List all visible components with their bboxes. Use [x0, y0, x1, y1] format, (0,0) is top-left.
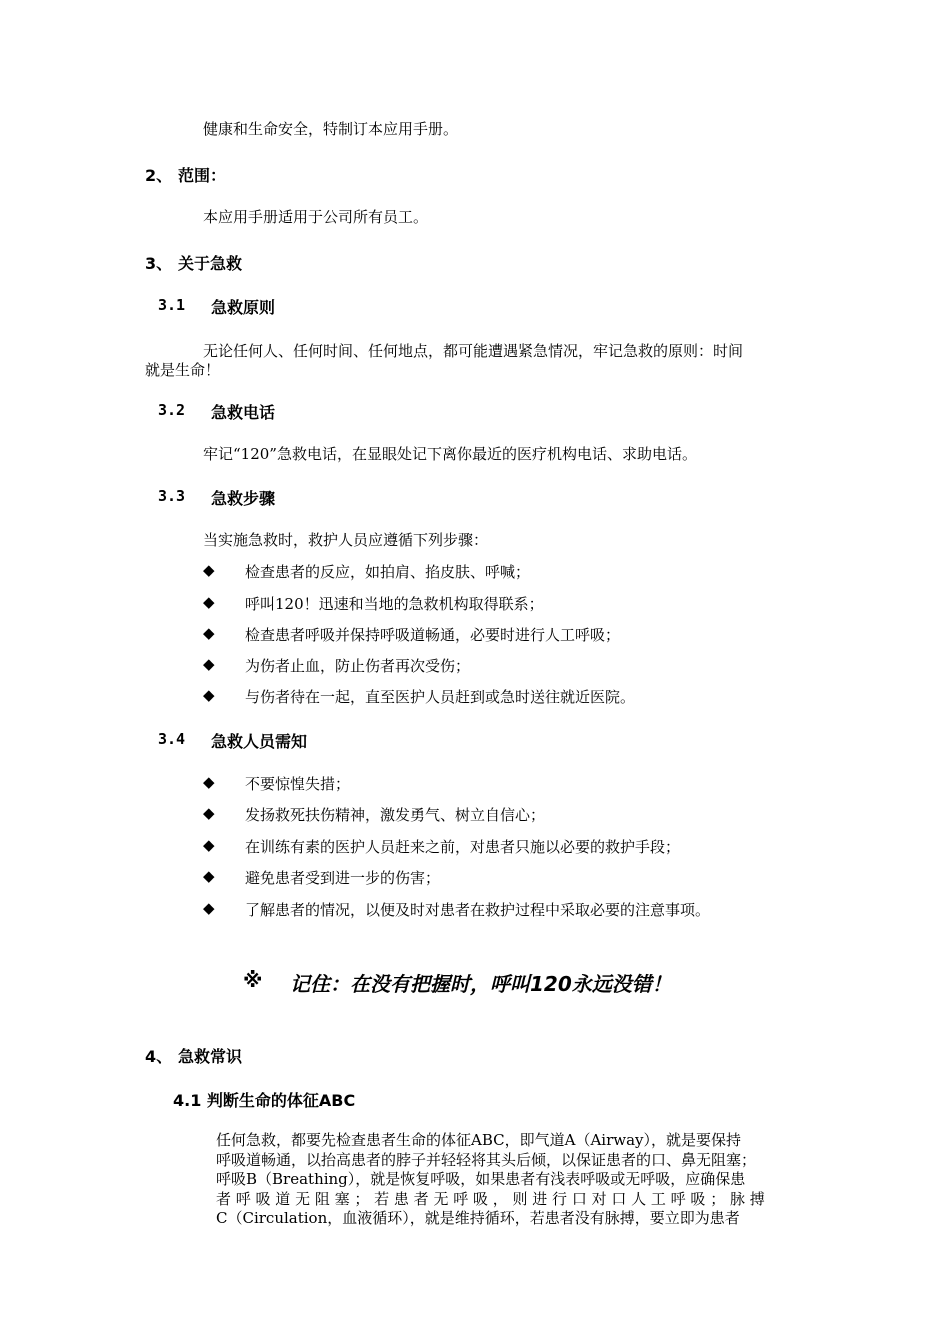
section-4-number: 4、	[145, 1047, 173, 1066]
section-3-3-title: 急救步骤	[211, 489, 276, 508]
callout-text: 记住：在没有把握时，呼叫120永远没错！	[290, 972, 672, 996]
list-item: 发扬救死扶伤精神，激发勇气、树立自信心；	[245, 806, 546, 824]
list-item: 为伤者止血，防止伤者再次受伤；	[245, 657, 471, 675]
intro-line: 健康和生命安全，特制订本应用手册。	[203, 120, 459, 138]
section-4-1-heading: 4.1 判断生命的体征ABC	[173, 1091, 356, 1110]
section-3-4-number: 3.4	[158, 730, 186, 748]
section-4-title: 急救常识	[178, 1047, 243, 1066]
bullet-diamond-icon: ◆	[203, 804, 215, 822]
reference-mark-icon: ※	[243, 968, 263, 992]
bullet-diamond-icon: ◆	[203, 655, 215, 673]
list-item: 不要惊惶失措；	[245, 775, 351, 793]
paragraph-line: 任何急救，都要先检查患者生命的体征ABC，即气道A（Airway），就是要保持	[216, 1131, 742, 1149]
section-3-4-title: 急救人员需知	[211, 732, 308, 751]
bullet-diamond-icon: ◆	[203, 867, 215, 885]
section-3-1-body-line2: 就是生命！	[145, 361, 221, 379]
list-item: 了解患者的情况，以便及时对患者在救护过程中采取必要的注意事项。	[245, 901, 711, 919]
section-2-title: 范围：	[178, 166, 227, 185]
section-3-3-number: 3.3	[158, 487, 186, 505]
bullet-diamond-icon: ◆	[203, 593, 215, 611]
section-3-title: 关于急救	[178, 254, 243, 273]
section-3-2-number: 3.2	[158, 401, 186, 419]
list-item: 呼叫120！迅速和当地的急救机构取得联系；	[245, 595, 544, 613]
section-3-2-body: 牢记“120”急救电话，在显眼处记下离你最近的医疗机构电话、求助电话。	[203, 445, 697, 463]
section-3-3-intro: 当实施急救时，救护人员应遵循下列步骤：	[203, 531, 489, 549]
section-3-2-title: 急救电话	[211, 403, 276, 422]
paragraph-line: 呼吸B（Breathing），就是恢复呼吸，如果患者有浅表呼吸或无呼吸，应确保患	[216, 1170, 746, 1188]
section-3-1-number: 3.1	[158, 296, 186, 314]
paragraph-line: 呼吸道畅通，以抬高患者的脖子并轻轻将其头后倾，以保证患者的口、鼻无阻塞；	[216, 1150, 757, 1169]
section-3-1-body-line1: 无论任何人、任何时间、任何地点，都可能遭遇紧急情况，牢记急救的原则：时间	[203, 342, 744, 360]
bullet-diamond-icon: ◆	[203, 899, 215, 917]
bullet-diamond-icon: ◆	[203, 686, 215, 704]
bullet-diamond-icon: ◆	[203, 773, 215, 791]
list-item: 检查患者的反应，如拍肩、掐皮肤、呼喊；	[245, 563, 531, 581]
list-item: 与伤者待在一起，直至医护人员赶到或急时送往就近医院。	[245, 688, 636, 706]
section-2-number: 2、	[145, 166, 173, 185]
section-3-number: 3、	[145, 254, 173, 273]
paragraph-line: C（Circulation，血液循环），就是维持循环，若患者没有脉搏，要立即为患者	[216, 1209, 740, 1227]
section-3-1-title: 急救原则	[211, 298, 276, 317]
paragraph-line: 者 呼 吸 道 无 阻 塞 ； 若 患 者 无 呼 吸 ， 则 进 行 口 对 口 人 工 呼 吸 ； 脉 搏	[216, 1189, 765, 1208]
list-item: 在训练有素的医护人员赶来之前，对患者只施以必要的救护手段；	[245, 838, 681, 856]
list-item: 检查患者呼吸并保持呼吸道畅通，必要时进行人工呼吸；	[245, 626, 621, 644]
bullet-diamond-icon: ◆	[203, 561, 215, 579]
section-4-1-paragraph	[216, 1131, 811, 1229]
bullet-diamond-icon: ◆	[203, 624, 215, 642]
list-item: 避免患者受到进一步的伤害；	[245, 869, 441, 887]
bullet-diamond-icon: ◆	[203, 836, 215, 854]
section-2-body: 本应用手册适用于公司所有员工。	[203, 208, 429, 226]
